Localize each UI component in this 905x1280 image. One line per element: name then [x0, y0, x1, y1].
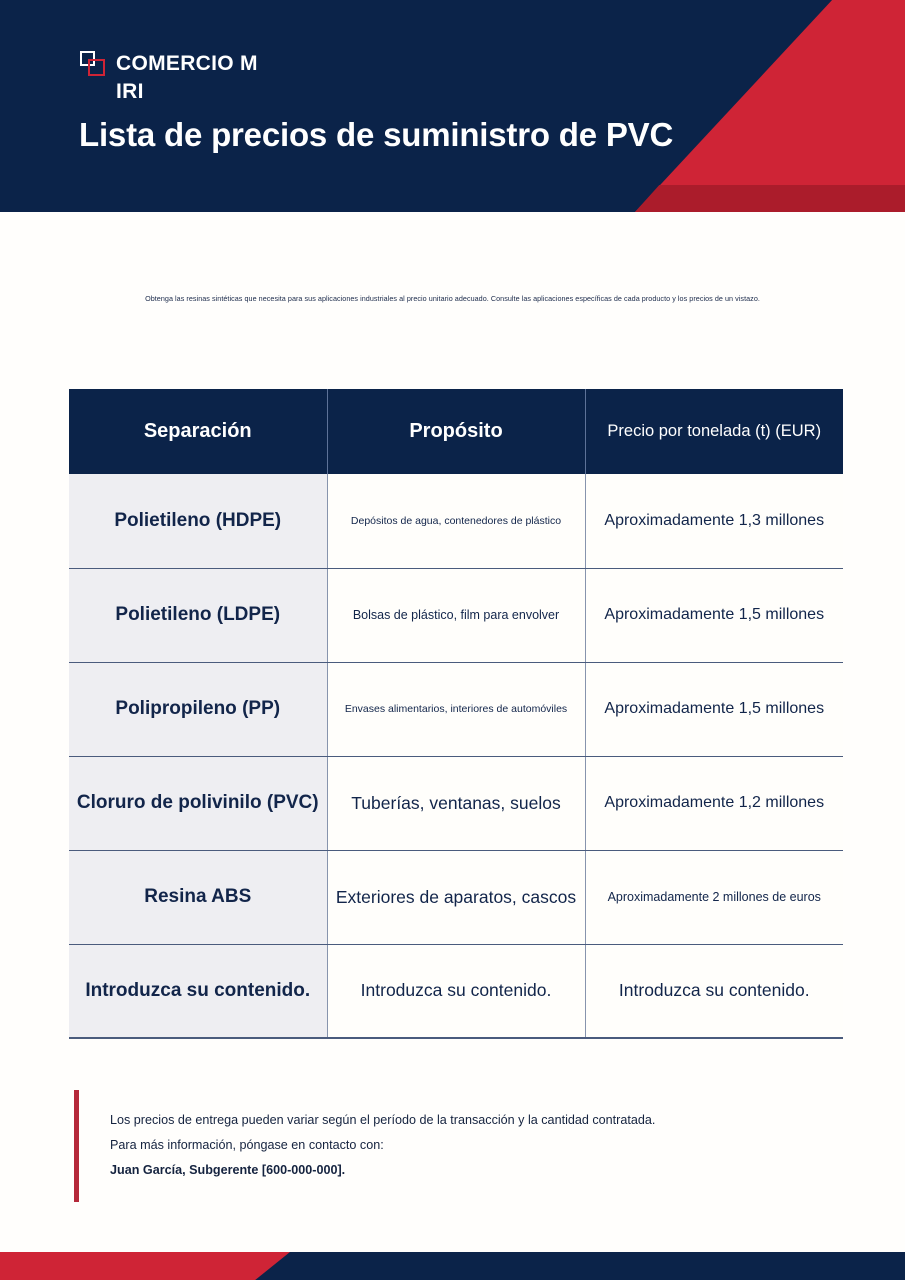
table-header-row: [69, 389, 843, 474]
overlapping-squares-logo-icon: [80, 51, 107, 78]
table-row: [69, 474, 843, 568]
page-footer-bar: [0, 1252, 905, 1280]
cell-price: Aproximadamente 2 millones de euros: [585, 850, 843, 944]
table-row: [69, 568, 843, 662]
footnote-line-2: Para más información, póngase en contacto con:: [110, 1138, 384, 1153]
column-header-separation: Separación: [69, 389, 327, 474]
table-row: [69, 850, 843, 944]
column-header-purpose: Propósito: [327, 389, 585, 474]
footnote-line-1: Los precios de entrega pueden variar según el período de la transacción y la cantidad contratada.: [110, 1113, 656, 1128]
column-header-price: Precio por tonelada (t) (EUR): [585, 389, 843, 474]
cell-price: Introduzca su contenido.: [585, 944, 843, 1038]
cell-material-name: Polipropileno (PP): [69, 662, 327, 756]
intro-paragraph: Obtenga las resinas sintéticas que necesita para sus aplicaciones industriales al precio unitario adecuado. Consulte las aplicaciones específicas de cada producto y los precios de un vistazo.: [145, 294, 760, 303]
cell-purpose: Depósitos de agua, contenedores de plástico: [327, 474, 585, 568]
page-title-keyword: PVC: [605, 116, 674, 153]
cell-material-name: Polietileno (HDPE): [69, 474, 327, 568]
cell-price: Aproximadamente 1,3 millones: [585, 474, 843, 568]
cell-purpose: Introduzca su contenido.: [327, 944, 585, 1038]
footnote-block: [74, 1090, 774, 1202]
table-row: [69, 756, 843, 850]
page-header: [0, 0, 905, 212]
cell-purpose: Bolsas de plástico, film para envolver: [327, 568, 585, 662]
pricing-table: [69, 389, 843, 1039]
footer-red-band: [0, 1252, 290, 1280]
brand-logo: [80, 50, 258, 105]
cell-purpose: Envases alimentarios, interiores de automóviles: [327, 662, 585, 756]
table-row: [69, 944, 843, 1038]
cell-material-name: Polietileno (LDPE): [69, 568, 327, 662]
header-red-dark-band: [635, 185, 905, 212]
cell-price: Aproximadamente 1,2 millones: [585, 756, 843, 850]
cell-material-name: Resina ABS: [69, 850, 327, 944]
cell-purpose: Tuberías, ventanas, suelos: [327, 756, 585, 850]
cell-price: Aproximadamente 1,5 millones: [585, 662, 843, 756]
header-red-diagonal-shape: [635, 0, 905, 212]
cell-price: Aproximadamente 1,5 millones: [585, 568, 843, 662]
cell-purpose: Exteriores de aparatos, cascos: [327, 850, 585, 944]
cell-material-name: Introduzca su contenido.: [69, 944, 327, 1038]
pricing-table-container: [69, 389, 843, 1039]
brand-name: COMERCIO MIRI: [116, 52, 258, 103]
table-row: [69, 662, 843, 756]
cell-material-name: Cloruro de polivinilo (PVC): [69, 756, 327, 850]
page-title-main: Lista de precios de suministro de: [79, 116, 606, 153]
footnote-contact: Juan García, Subgerente [600-000-000].: [110, 1162, 346, 1177]
page-title: [79, 116, 673, 154]
